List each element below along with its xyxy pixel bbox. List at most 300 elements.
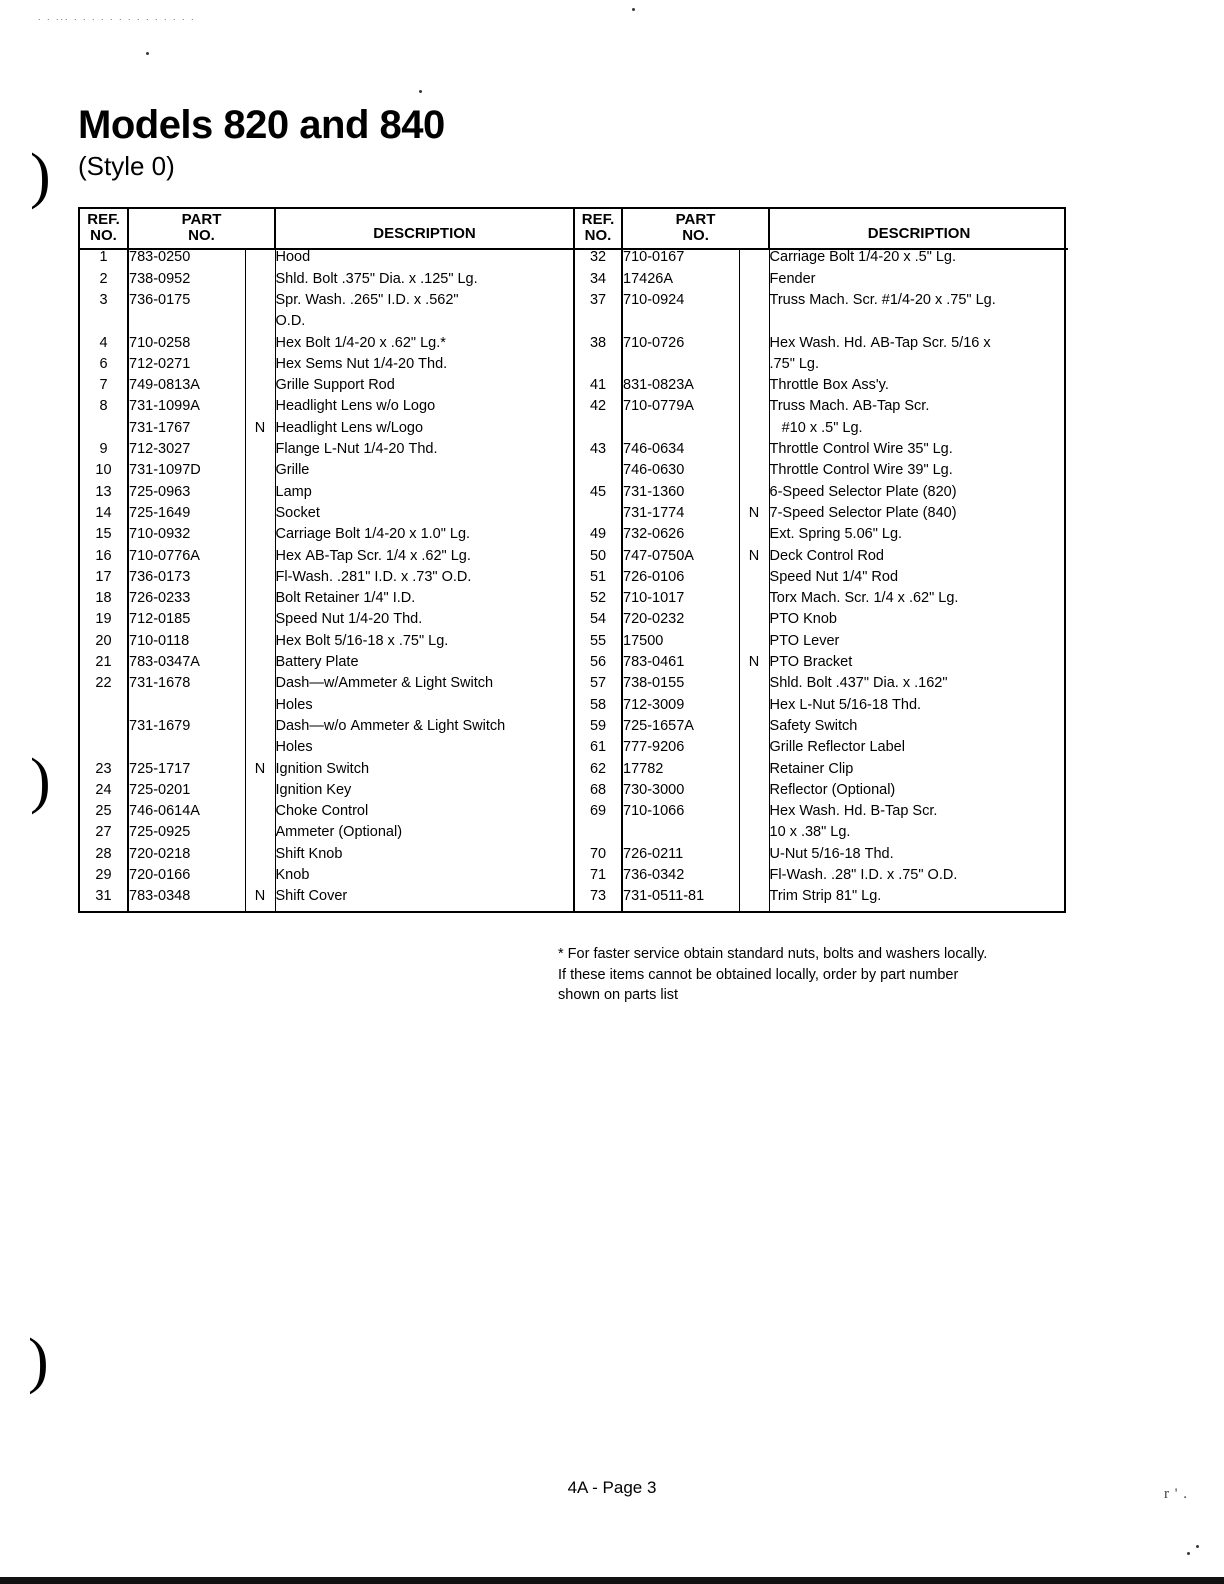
cell-ref-no: 18 [80,591,128,612]
cell-part-no: 730-3000 [623,781,685,798]
cell-note-flag [739,847,769,868]
cell-description: Dash—w/Ammeter & Light Switch [275,675,494,692]
table-row [80,399,1068,420]
cell-note-flag [245,612,275,633]
cell-description: Carriage Bolt 1/4-20 x .5" Lg. [769,249,957,266]
cell-note-flag [739,719,769,740]
cell-ref-no [574,506,622,527]
cell-note-flag [739,676,769,697]
cell-description: Shld. Bolt .437" Dia. x .162" [769,675,948,692]
cell-part-no: 783-0250 [129,249,191,266]
cell-part-no: 746-0634 [623,441,685,458]
cell-part-no: 731-1774 [623,504,685,521]
cell-ref-no: 8 [80,399,128,420]
cell-note-flag [739,527,769,548]
cell-description: Fender [769,270,816,287]
cell-note-flag [245,293,275,314]
margin-artifact-middle: ) [30,747,51,815]
cell-part-no: 746-0614A [129,803,200,820]
cell-ref-no: 24 [80,783,128,804]
cell-ref-no: 22 [80,676,128,697]
cell-note-flag [739,804,769,825]
cell-note-flag [739,740,769,761]
header-ref-no-right [574,209,622,249]
cell-description: Shift Knob [275,845,343,862]
cell-ref-no: 51 [574,570,622,591]
cell-note-flag [739,421,769,442]
cell-part-no: 712-0185 [129,611,191,628]
cell-ref-no: 9 [80,442,128,463]
footnote-line-1: * For faster service obtain standard nuts, bolts and washers locally. [558,946,988,962]
cell-note-flag [245,249,275,271]
cell-ref-no [80,421,128,442]
cell-note-flag [739,442,769,463]
cell-description: Torx Mach. Scr. 1/4 x .62" Lg. [769,590,959,607]
cell-note-flag [245,485,275,506]
cell-part-no: 725-0963 [129,483,191,500]
table-row [80,549,1068,570]
cell-description: Safety Switch [769,717,858,734]
table-row [80,272,1068,293]
header-description-right: DESCRIPTION [769,209,1068,249]
table-row [80,719,1068,740]
table-row [80,421,1068,442]
cell-note-flag [739,889,769,910]
header-ref-no-left [80,209,128,249]
cell-ref-no: 3 [80,293,128,314]
cell-note-flag [245,506,275,527]
cell-part-no: 747-0750A [623,547,694,564]
cell-part-no: 710-0118 [129,632,190,649]
scan-dot [1196,1545,1199,1548]
cell-ref-no: 52 [574,591,622,612]
cell-part-no: 725-0201 [129,781,191,798]
cell-ref-no: 7 [80,378,128,399]
cell-note-flag [739,868,769,889]
cell-part-no: 720-0218 [129,845,191,862]
cell-note-flag [739,293,769,314]
cell-ref-no: 16 [80,549,128,570]
cell-note-flag [739,762,769,783]
cell-note-flag: N [739,506,769,527]
cell-part-no: 746-0630 [623,462,685,479]
table-row [80,634,1068,655]
cell-description: U-Nut 5/16-18 Thd. [769,845,894,862]
cell-ref-no: 59 [574,719,622,740]
cell-part-no: 731-1099A [129,398,200,415]
cell-ref-no: 37 [574,293,622,314]
cell-description: Headlight Lens w/o Logo [275,398,436,415]
corner-scan-artifact: r ' . [1164,1486,1188,1502]
cell-note-flag [245,676,275,697]
cell-part-no: 17782 [623,760,664,777]
scan-dot [146,52,149,55]
margin-artifact-bottom: ) [28,1327,49,1395]
footnote-block [558,944,1113,1006]
cell-note-flag [245,463,275,484]
cell-ref-no: 1 [80,249,128,271]
table-row [80,378,1068,399]
table-row [80,442,1068,463]
cell-part-no: 710-0258 [129,334,191,351]
header-ref-line2: NO. [90,227,117,245]
cell-ref-no: 38 [574,336,622,357]
cell-ref-no [574,463,622,484]
header-part-line2: NO. [188,227,215,245]
cell-part-no [622,825,739,846]
cell-description: Hex L-Nut 5/16-18 Thd. [769,696,922,713]
cell-ref-no [80,698,128,719]
table-row [80,527,1068,548]
cell-description: Hood [275,249,311,266]
cell-part-no: 731-1678 [129,675,191,692]
cell-part-no: 726-0106 [623,568,685,585]
header-part-line2: NO. [682,227,709,245]
table-row [80,889,1068,910]
cell-description: Throttle Box Ass'y. [769,377,889,394]
page-title: Models 820 and 840 [78,103,445,147]
cell-note-flag [245,378,275,399]
cell-ref-no: 70 [574,847,622,868]
header-part-no-left [128,209,275,249]
cell-note-flag: N [739,655,769,676]
cell-ref-no: 6 [80,357,128,378]
cell-ref-no: 69 [574,804,622,825]
cell-description: Shift Cover [275,888,348,905]
cell-note-flag [245,783,275,804]
footnote-line-3: shown on parts list [558,987,679,1004]
cell-part-no: 710-0726 [623,334,685,351]
cell-part-no: 736-0342 [623,866,685,883]
scan-bottom-edge [0,1577,1224,1584]
cell-description: Trim Strip 81" Lg. [769,888,882,905]
cell-ref-no: 57 [574,676,622,697]
cell-description: Ext. Spring 5.06" Lg. [769,526,903,543]
table-row [80,249,1068,271]
page-footer: 4A - Page 3 [567,1478,657,1497]
cell-part-no [128,698,245,719]
cell-note-flag [739,463,769,484]
cell-note-flag [739,357,769,378]
cell-description: Truss Mach. Scr. #1/4-20 x .75" Lg. [769,291,996,308]
table-row [80,655,1068,676]
cell-description: Ammeter (Optional) [275,824,403,841]
cell-part-no: 726-0233 [129,590,191,607]
cell-part-no: 736-0175 [129,291,191,308]
cell-ref-no: 21 [80,655,128,676]
table-row [80,825,1068,846]
cell-description: Hex Bolt 5/16-18 x .75" Lg. [275,632,449,649]
cell-note-flag [245,847,275,868]
cell-description: 6-Speed Selector Plate (820) [769,483,957,500]
cell-note-flag [245,272,275,293]
cell-part-no: 725-1649 [129,504,191,521]
cell-ref-no: 31 [80,889,128,910]
cell-part-no: 736-0173 [129,568,191,585]
cell-description: Throttle Control Wire 35" Lg. [769,441,953,458]
cell-ref-no: 73 [574,889,622,910]
cell-part-no: 720-0166 [129,866,191,883]
cell-part-no: 710-1066 [623,803,685,820]
cell-description: .75" Lg. [769,355,820,372]
scan-dot [1187,1552,1190,1555]
table-row [80,336,1068,357]
cell-part-no: 712-3009 [623,696,685,713]
cell-ref-no [574,314,622,335]
cell-description: Headlight Lens w/Logo [275,419,424,436]
parts-list-table-container [78,207,1066,913]
header-part-line1: PART [181,211,222,228]
cell-note-flag [739,378,769,399]
cell-part-no: 712-3027 [129,441,191,458]
cell-part-no: 710-0932 [129,526,191,543]
cell-description: Hex Wash. Hd. B-Tap Scr. [769,803,938,820]
cell-description: Holes [275,739,313,756]
cell-description: Hex Bolt 1/4-20 x .62" Lg.* [275,334,446,351]
table-header-row [80,209,1068,249]
cell-description: Reflector (Optional) [769,781,896,798]
cell-note-flag [739,399,769,420]
parts-list-table [80,209,1068,911]
cell-part-no: 710-0776A [129,547,200,564]
cell-description: Grille [275,462,310,479]
cell-part-no: 726-0211 [623,845,684,862]
cell-description: PTO Bracket [769,654,853,671]
cell-ref-no: 14 [80,506,128,527]
cell-part-no: 17500 [623,632,664,649]
margin-artifact-top: ) [30,142,51,210]
cell-ref-no: 29 [80,868,128,889]
cell-note-flag [739,570,769,591]
cell-note-flag [245,442,275,463]
cell-ref-no: 25 [80,804,128,825]
table-row [80,612,1068,633]
cell-note-flag [739,698,769,719]
cell-note-flag: N [739,549,769,570]
table-row [80,485,1068,506]
cell-part-no: 731-0511-81 [623,888,705,905]
cell-part-no: 731-1679 [129,717,191,734]
cell-part-no: 710-1017 [623,590,685,607]
cell-part-no: 710-0779A [623,398,694,415]
cell-note-flag [739,336,769,357]
cell-note-flag [245,825,275,846]
cell-part-no: 749-0813A [129,377,200,394]
cell-description: Ignition Switch [275,760,370,777]
cell-description: Knob [275,866,310,883]
cell-ref-no: 56 [574,655,622,676]
cell-note-flag [739,825,769,846]
table-row [80,314,1068,335]
cell-part-no: 783-0347A [129,654,200,671]
cell-ref-no: 62 [574,762,622,783]
table-row [80,740,1068,761]
cell-part-no [622,314,739,335]
table-row [80,570,1068,591]
cell-description: Speed Nut 1/4" Rod [769,568,899,585]
cell-ref-no: 20 [80,634,128,655]
cell-part-no: 783-0348 [129,888,191,905]
cell-description: Shld. Bolt .375" Dia. x .125" Lg. [275,270,478,287]
cell-note-flag [245,740,275,761]
cell-description: Battery Plate [275,654,359,671]
cell-note-flag [245,570,275,591]
cell-part-no [622,421,739,442]
header-ref-line1: REF. [581,211,615,228]
cell-note-flag [739,634,769,655]
cell-description: Grille Support Rod [275,377,395,394]
cell-description: 10 x .38" Lg. [769,824,851,841]
cell-note-flag: N [245,889,275,910]
cell-ref-no [80,719,128,740]
cell-ref-no: 43 [574,442,622,463]
cell-note-flag [245,634,275,655]
cell-note-flag [245,357,275,378]
cell-ref-no: 49 [574,527,622,548]
cell-part-no: 831-0823A [623,377,694,394]
cell-ref-no: 19 [80,612,128,633]
cell-description: Holes [275,696,313,713]
cell-ref-no: 54 [574,612,622,633]
cell-part-no [128,314,245,335]
cell-ref-no: 15 [80,527,128,548]
cell-note-flag: N [245,762,275,783]
cell-description: Carriage Bolt 1/4-20 x 1.0" Lg. [275,526,471,543]
cell-part-no: 777-9206 [623,739,685,756]
cell-ref-no: 13 [80,485,128,506]
table-row [80,676,1068,697]
cell-part-no: 720-0232 [623,611,685,628]
cell-note-flag [739,612,769,633]
cell-ref-no: 34 [574,272,622,293]
table-row [80,762,1068,783]
cell-note-flag [245,868,275,889]
cell-ref-no: 42 [574,399,622,420]
cell-description: PTO Knob [769,611,837,628]
cell-description: Choke Control [275,803,369,820]
cell-description: Grille Reflector Label [769,739,905,756]
cell-ref-no: 68 [574,783,622,804]
table-row [80,698,1068,719]
cell-ref-no [80,740,128,761]
cell-note-flag [245,591,275,612]
cell-ref-no: 28 [80,847,128,868]
cell-note-flag: N [245,421,275,442]
cell-note-flag [245,804,275,825]
header-part-line1: PART [675,211,716,228]
cell-description: Ignition Key [275,781,352,798]
cell-description: Hex Wash. Hd. AB-Tap Scr. 5/16 x [769,334,991,351]
cell-part-no: 738-0952 [129,270,191,287]
cell-part-no: 732-0626 [623,526,685,543]
cell-description: PTO Lever [769,632,840,649]
cell-ref-no: 50 [574,549,622,570]
table-row [80,293,1068,314]
cell-description: Speed Nut 1/4-20 Thd. [275,611,423,628]
cell-note-flag [245,549,275,570]
cell-note-flag [739,249,769,271]
cell-description [769,314,1068,335]
cell-description: O.D. [275,313,306,330]
cell-ref-no [80,314,128,335]
cell-part-no: 725-0925 [129,824,191,841]
table-row [80,463,1068,484]
cell-ref-no [574,421,622,442]
cell-description: Lamp [275,483,312,500]
cell-description: Socket [275,504,320,521]
cell-part-no: 738-0155 [623,675,685,692]
cell-note-flag [245,336,275,357]
cell-part-no: 710-0167 [623,249,685,266]
cell-description: Bolt Retainer 1/4" I.D. [275,590,416,607]
header-ref-line1: REF. [87,211,120,228]
cell-description: Fl-Wash. .281" I.D. x .73" O.D. [275,568,472,585]
cell-note-flag [245,698,275,719]
cell-note-flag [245,719,275,740]
table-row [80,506,1068,527]
cell-description: 7-Speed Selector Plate (840) [769,504,957,521]
cell-description: Hex Sems Nut 1/4-20 Thd. [275,355,448,372]
cell-description: Flange L-Nut 1/4-20 Thd. [275,441,438,458]
cell-note-flag [245,399,275,420]
cell-description: Hex AB-Tap Scr. 1/4 x .62" Lg. [275,547,471,564]
table-row [80,804,1068,825]
cell-ref-no: 27 [80,825,128,846]
table-row [80,357,1068,378]
cell-ref-no: 32 [574,249,622,271]
cell-ref-no [574,825,622,846]
table-row [80,783,1068,804]
cell-description: #10 x .5" Lg. [769,419,863,436]
cell-ref-no: 55 [574,634,622,655]
cell-note-flag [739,591,769,612]
cell-ref-no: 71 [574,868,622,889]
header-description-left: DESCRIPTION [275,209,574,249]
scan-dot [419,90,422,93]
cell-description: Truss Mach. AB-Tap Scr. [769,398,930,415]
cell-ref-no: 10 [80,463,128,484]
parts-list-body [80,249,1068,910]
scan-dot [632,8,635,11]
cell-ref-no: 4 [80,336,128,357]
header-ref-line2: NO. [584,227,612,245]
cell-part-no: 712-0271 [129,355,191,372]
cell-description: Fl-Wash. .28" I.D. x .75" O.D. [769,866,958,883]
cell-ref-no: 2 [80,272,128,293]
cell-note-flag [245,527,275,548]
cell-ref-no: 17 [80,570,128,591]
cell-ref-no [574,357,622,378]
cell-description: Spr. Wash. .265" I.D. x .562" [275,291,459,308]
cell-part-no: 731-1767 [129,419,191,436]
scan-speckle-noise: . . ... . . . . . . . . . . . . . . [38,12,196,22]
cell-description: Deck Control Rod [769,547,884,564]
cell-ref-no: 61 [574,740,622,761]
cell-part-no [622,357,739,378]
cell-part-no: 725-1657A [623,717,694,734]
cell-ref-no: 45 [574,485,622,506]
title-block [78,104,445,181]
cell-note-flag [739,485,769,506]
cell-part-no: 710-0924 [623,291,685,308]
table-row [80,847,1068,868]
cell-description: Throttle Control Wire 39" Lg. [769,462,953,479]
cell-ref-no: 41 [574,378,622,399]
cell-description: Dash—w/o Ammeter & Light Switch [275,717,506,734]
cell-note-flag [245,655,275,676]
cell-part-no: 783-0461 [623,654,685,671]
cell-description: Retainer Clip [769,760,854,777]
